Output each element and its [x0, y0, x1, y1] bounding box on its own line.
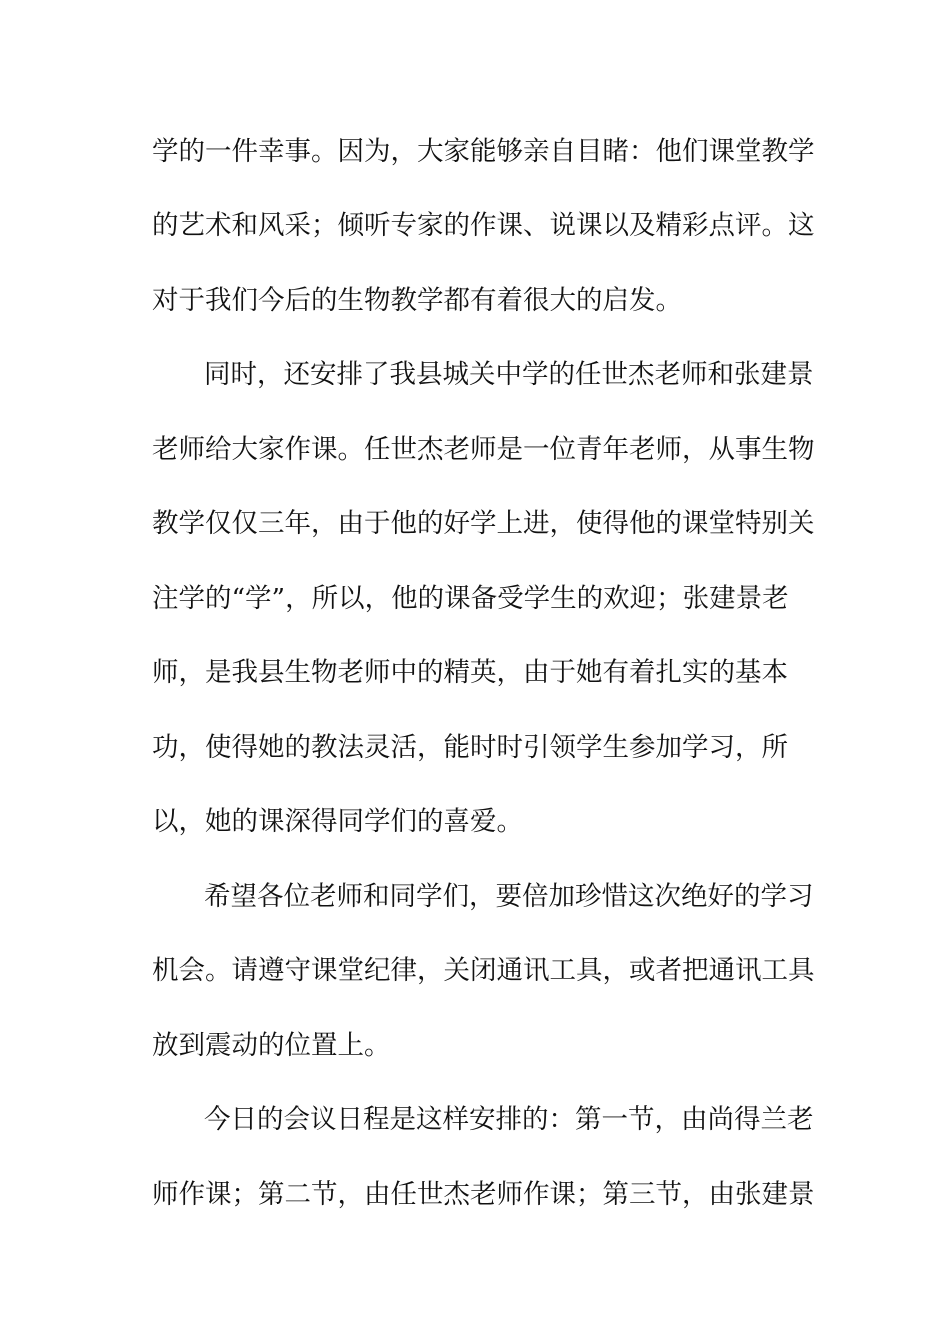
text-line: 对于我们今后的生物教学都有着很大的启发。 [152, 285, 682, 316]
text-line: 教学仅仅三年，由于他的好学上进，使得他的课堂特别关 [152, 508, 815, 539]
text-line: 师作课；第二节，由任世杰老师作课；第三节，由张建景 [152, 1179, 815, 1210]
text-line: 功，使得她的教法灵活，能时时引领学生参加学习，所 [152, 732, 788, 763]
paragraph-start-line: 今日的会议日程是这样安排的：第一节，由尚得兰老 [204, 1104, 814, 1135]
text-line: 放到震动的位置上。 [152, 1030, 391, 1061]
text-line: 以，她的课深得同学们的喜爱。 [152, 806, 523, 837]
text-line: 的艺术和风采；倾听专家的作课、说课以及精彩点评。这 [152, 210, 815, 241]
paragraph-start-line: 同时，还安排了我县城关中学的任世杰老师和张建景 [204, 359, 814, 390]
text-line: 学的一件幸事。因为，大家能够亲自目睹：他们课堂教学 [152, 136, 815, 167]
paragraph-start-line: 希望各位老师和同学们，要倍加珍惜这次绝好的学习 [204, 881, 814, 912]
text-line: 注学的“学”，所以，他的课备受学生的欢迎；张建景老 [152, 583, 789, 614]
text-line: 师，是我县生物老师中的精英，由于她有着扎实的基本 [152, 657, 788, 688]
text-line: 老师给大家作课。任世杰老师是一位青年老师，从事生物 [152, 434, 815, 465]
text-line: 机会。请遵守课堂纪律，关闭通讯工具，或者把通讯工具 [152, 955, 815, 986]
